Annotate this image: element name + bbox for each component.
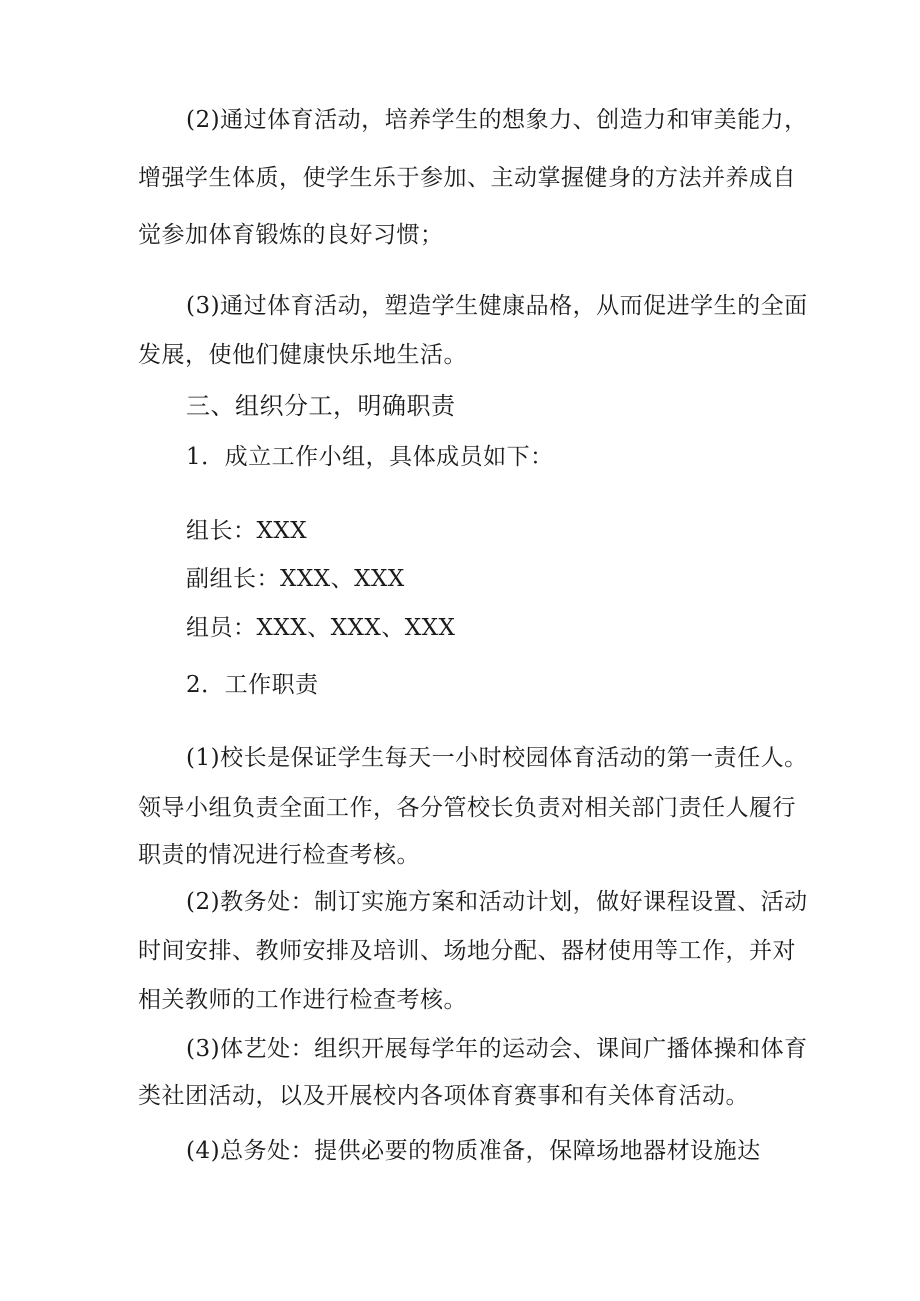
section-heading: 三、组织分工，明确职责 [186,392,456,420]
paragraph-line: (2)教务处：制订实施方案和活动计划，做好课程设置、活动 [186,889,808,915]
paragraph-line: 时间安排、教师安排及培训、场地分配、器材使用等工作，并对 [138,938,796,964]
paragraph-line: (3)体艺处：组织开展每学年的运动会、课间广播体操和体育 [186,1036,808,1062]
paragraph-line: 职责的情况进行检查考核。 [138,842,420,868]
subsection-heading: 1．成立工作小组，具体成员如下： [186,444,554,470]
paragraph-line: 领导小组负责全面工作，各分管校长负责对相关部门责任人履行 [138,795,796,821]
paragraph-line: (2)通过体育活动，培养学生的想象力、创造力和审美能力， [186,107,808,133]
paragraph-line: (3)通过体育活动，塑造学生健康品格，从而促进学生的全面 [186,293,808,319]
member-line: 组长：XXX [186,518,308,544]
paragraph-line: (1)校长是保证学生每天一小时校园体育活动的第一责任人。 [186,745,808,771]
paragraph-line: (4)总务处：提供必要的物质准备，保障场地器材设施达 [186,1138,761,1164]
paragraph-line: 觉参加体育锻炼的良好习惯； [138,222,444,248]
paragraph-line: 发展，使他们健康快乐地生活。 [138,342,467,368]
member-line: 副组长：XXX、XXX [186,566,405,592]
subsection-heading: 2．工作职责 [186,672,319,698]
paragraph-line: 相关教师的工作进行检查考核。 [138,987,467,1013]
member-line: 组员：XXX、XXX、XXX [186,615,456,641]
paragraph-line: 类社团活动，以及开展校内各项体育赛事和有关体育活动。 [138,1083,749,1109]
paragraph-line: 增强学生体质，使学生乐于参加、主动掌握健身的方法并养成自 [138,165,796,191]
